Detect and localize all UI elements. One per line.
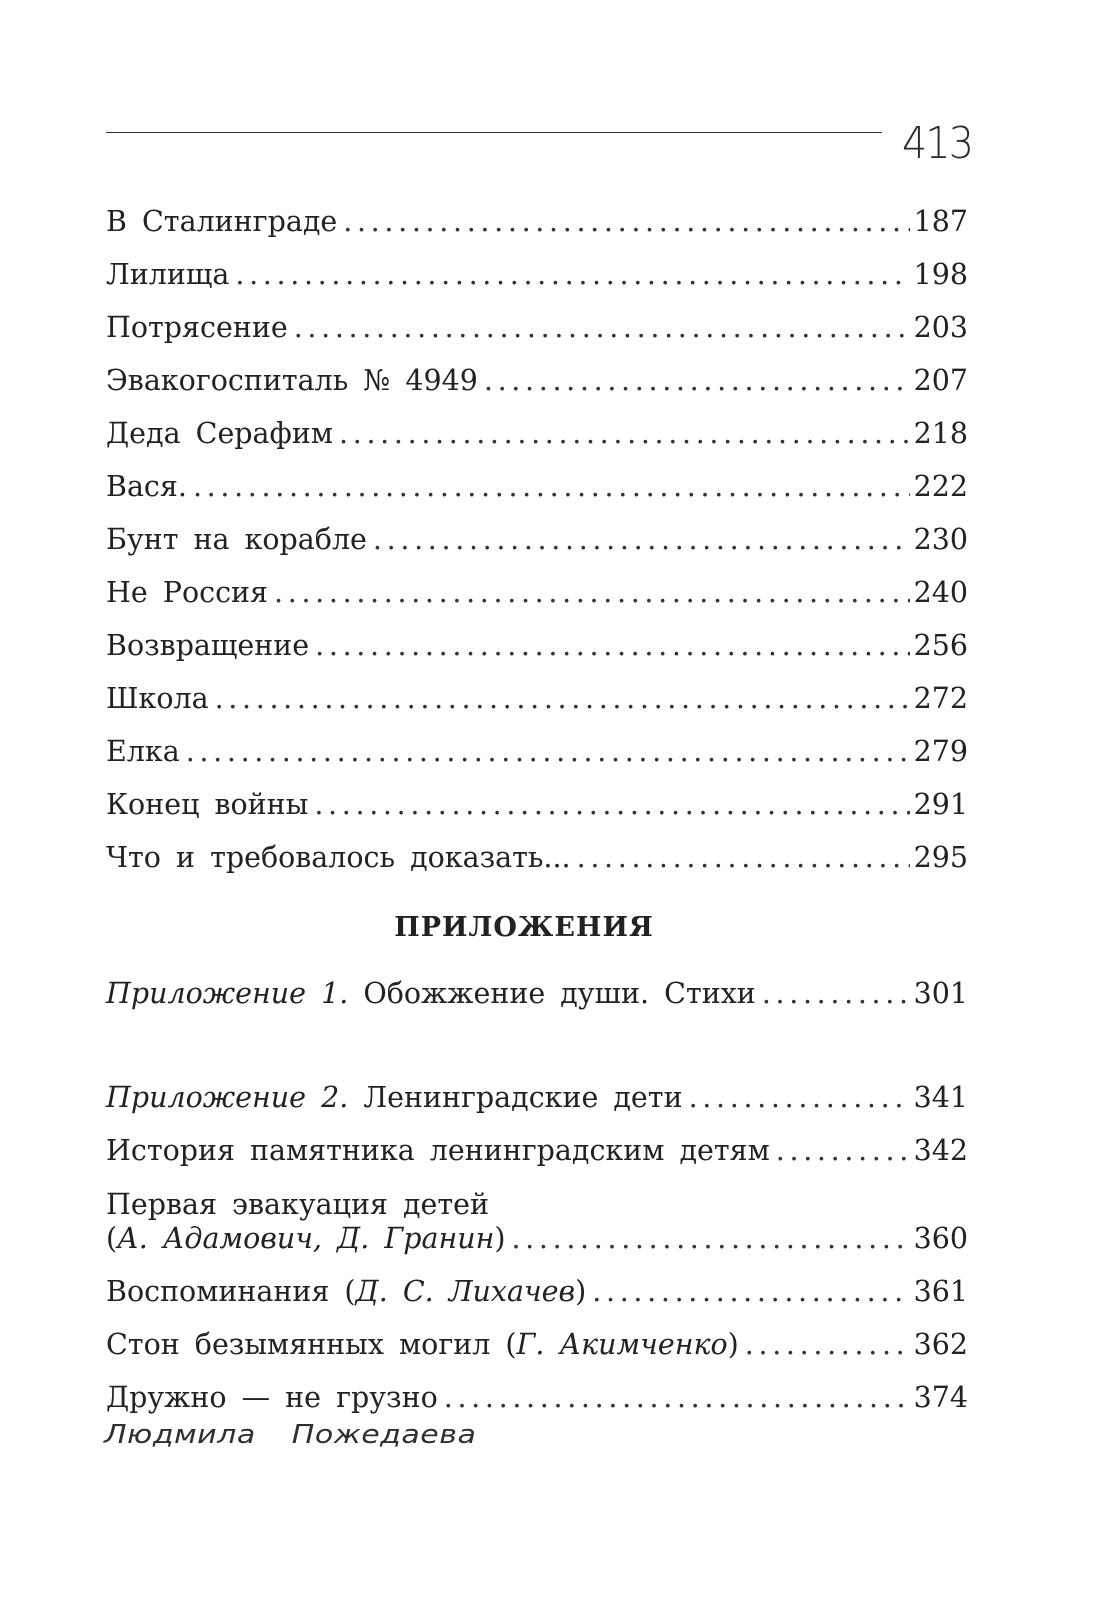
toc-entry[interactable] xyxy=(106,1309,968,1362)
toc-entry[interactable] xyxy=(106,663,968,716)
toc-entry[interactable] xyxy=(106,345,968,398)
toc-entry-title: История памятника ленинградским детям xyxy=(106,1133,770,1167)
toc-entry-title: Стон безымянных могил ( xyxy=(106,1327,517,1361)
appendix-2-list xyxy=(106,1062,968,1415)
dot-leader xyxy=(193,470,910,504)
toc-entry-title-line1: Первая эвакуация детей xyxy=(106,1187,490,1221)
appendix-label: Приложение 1. xyxy=(106,976,349,1010)
dot-leader xyxy=(294,311,910,345)
toc-entry[interactable] xyxy=(106,186,968,239)
dot-leader xyxy=(577,841,910,875)
toc-entry-title: Бунт на корабле xyxy=(106,522,367,556)
dot-leader xyxy=(274,576,910,610)
dot-leader xyxy=(235,258,909,292)
toc-entry-page: 272 xyxy=(913,681,968,715)
close-paren: ) xyxy=(575,1274,587,1308)
toc-main-list xyxy=(106,186,968,875)
toc-entry[interactable] xyxy=(106,239,968,292)
dot-leader xyxy=(314,788,909,822)
toc-entry[interactable] xyxy=(106,1115,968,1168)
toc-entry-page: 187 xyxy=(913,204,968,238)
dot-leader xyxy=(343,205,909,239)
toc-entry[interactable] xyxy=(106,769,968,822)
entry-author: Г. Акимченко xyxy=(516,1327,728,1361)
toc-entry-title: Воспоминания ( xyxy=(106,1274,356,1308)
toc-entry-page: 301 xyxy=(913,976,968,1010)
dot-leader xyxy=(373,523,910,557)
dot-leader xyxy=(762,977,910,1011)
toc-entry-title-line2 xyxy=(106,1222,505,1256)
dot-leader xyxy=(315,629,909,663)
toc-entry-title: Лилища xyxy=(106,257,230,291)
toc-entry-page: 374 xyxy=(913,1380,968,1414)
toc-entry-appendix-2[interactable] xyxy=(106,1062,968,1115)
dot-leader xyxy=(776,1134,910,1168)
toc-entry[interactable] xyxy=(106,1256,968,1309)
toc-entry-title: В Сталинграде xyxy=(106,204,338,238)
dot-leader xyxy=(215,682,910,716)
appendix-label: Приложение 2. xyxy=(106,1080,349,1114)
appendix-1-list xyxy=(106,958,968,1011)
toc-entry-title: Школа xyxy=(106,681,209,715)
dot-leader xyxy=(689,1081,910,1115)
toc-entry-title: Вася. xyxy=(106,469,187,503)
dot-leader xyxy=(484,364,910,398)
toc-entry-page: 198 xyxy=(913,257,968,291)
toc-entry-title: Не Россия xyxy=(106,575,269,609)
toc-entry-title: Дружно — не грузно xyxy=(106,1380,438,1414)
toc-entry[interactable] xyxy=(106,292,968,345)
toc-entry-page: 218 xyxy=(913,416,968,450)
dot-leader xyxy=(592,1275,909,1309)
toc-entry[interactable] xyxy=(106,557,968,610)
toc-entry-page: 230 xyxy=(913,522,968,556)
toc-entry[interactable] xyxy=(106,610,968,663)
toc-entry-page: 341 xyxy=(913,1080,968,1114)
toc-entry[interactable] xyxy=(106,1362,968,1415)
toc-entry-page: 361 xyxy=(913,1274,968,1308)
toc-entry-title: Ленинградские дети xyxy=(363,1080,683,1114)
dot-leader xyxy=(186,735,910,769)
toc-entry-title: Обожжение души. Стихи xyxy=(363,976,756,1010)
toc-entry[interactable] xyxy=(106,1168,968,1256)
toc-entry-title: Возвращение xyxy=(106,628,310,662)
dot-leader xyxy=(444,1381,910,1415)
toc-entry[interactable] xyxy=(106,398,968,451)
toc-entry-page: 240 xyxy=(913,575,968,609)
toc-entry-title: Потрясение xyxy=(106,310,288,344)
toc-entry-appendix-1[interactable] xyxy=(106,958,968,1011)
toc-entry-title: Конец войны xyxy=(106,787,309,821)
dot-leader xyxy=(511,1222,909,1256)
toc-entry-page: 360 xyxy=(913,1221,968,1255)
toc-entry-page: 295 xyxy=(913,840,968,874)
toc-entry-page: 207 xyxy=(913,363,968,397)
toc-entry-page: 342 xyxy=(913,1133,968,1167)
toc-entry[interactable] xyxy=(106,451,968,504)
toc-entry[interactable] xyxy=(106,716,968,769)
open-paren: ( xyxy=(106,1221,118,1255)
toc-entry[interactable] xyxy=(106,504,968,557)
entry-author: Д. С. Лихачев xyxy=(355,1274,576,1308)
dot-leader xyxy=(745,1328,910,1362)
toc-entry-page: 222 xyxy=(913,469,968,503)
toc-entry-page: 279 xyxy=(913,734,968,768)
toc-entry-page: 291 xyxy=(913,787,968,821)
close-paren: ) xyxy=(727,1327,739,1361)
toc-entry-title: Что и требовалось доказать... xyxy=(106,840,571,874)
toc-entry-page: 203 xyxy=(913,310,968,344)
close-paren: ) xyxy=(494,1221,506,1255)
dot-leader xyxy=(339,417,910,451)
page-number: 413 xyxy=(902,118,973,169)
header-rule xyxy=(106,132,882,133)
appendix-heading: ПРИЛОЖЕНИЯ xyxy=(394,912,654,943)
author-signature: Людмила Пожедаева xyxy=(104,1420,477,1450)
toc-entry-page: 256 xyxy=(913,628,968,662)
toc-entry-title: Эвакогоспиталь № 4949 xyxy=(106,363,478,397)
toc-entry-title: Елка xyxy=(106,734,180,768)
toc-entry-page: 362 xyxy=(913,1327,968,1361)
toc-entry[interactable] xyxy=(106,822,968,875)
toc-entry-title: Деда Серафим xyxy=(106,416,334,450)
entry-author: А. Адамович, Д. Гранин xyxy=(117,1221,495,1255)
